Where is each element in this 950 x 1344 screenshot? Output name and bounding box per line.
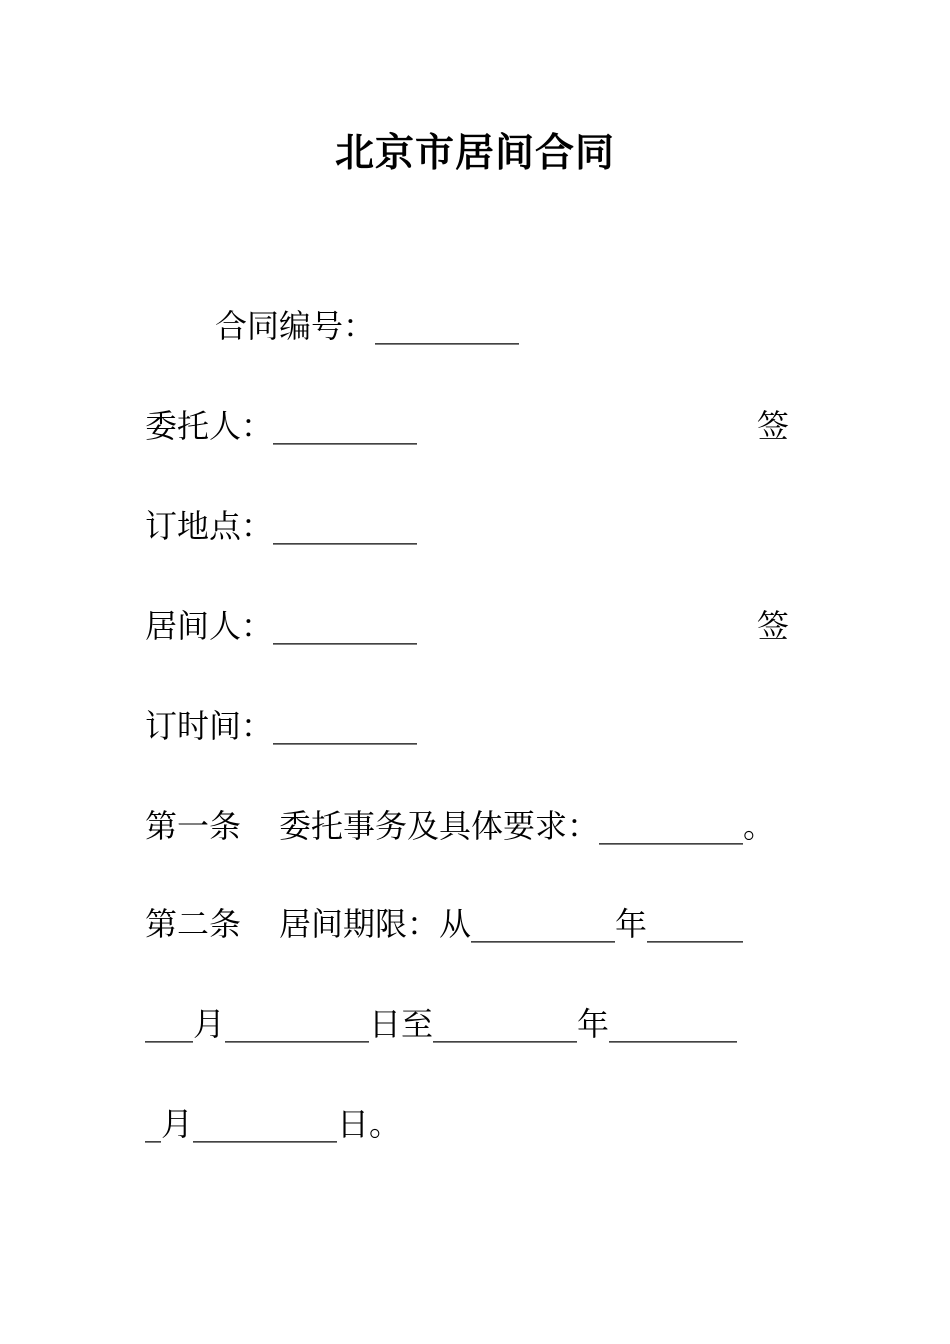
article-2-continuation-1: ___月_________日至_________年________ bbox=[145, 1005, 738, 1043]
article-2-text: 居间期限：从_________年______ bbox=[279, 905, 744, 943]
article-1 bbox=[145, 804, 815, 848]
sign-place-line: 订地点：_________ bbox=[145, 507, 418, 545]
article-1-number: 第一条 bbox=[145, 807, 242, 845]
article-2 bbox=[145, 902, 815, 946]
article-1-text: 委托事务及具体要求：_________。 bbox=[279, 807, 776, 845]
document-title: 北京市居间合同 bbox=[334, 130, 615, 176]
article-2-number: 第二条 bbox=[145, 905, 242, 943]
article-2-continuation-2: _月_________日。 bbox=[145, 1105, 402, 1143]
contract-number-line: 合同编号：_________ bbox=[215, 307, 520, 345]
client-line: 委托人：_________ bbox=[145, 407, 418, 445]
sign-place-prefix: 签 bbox=[757, 407, 790, 445]
sign-time-line: 订时间：_________ bbox=[145, 707, 418, 745]
broker-line: 居间人：_________ bbox=[145, 607, 418, 645]
sign-time-prefix: 签 bbox=[757, 607, 790, 645]
